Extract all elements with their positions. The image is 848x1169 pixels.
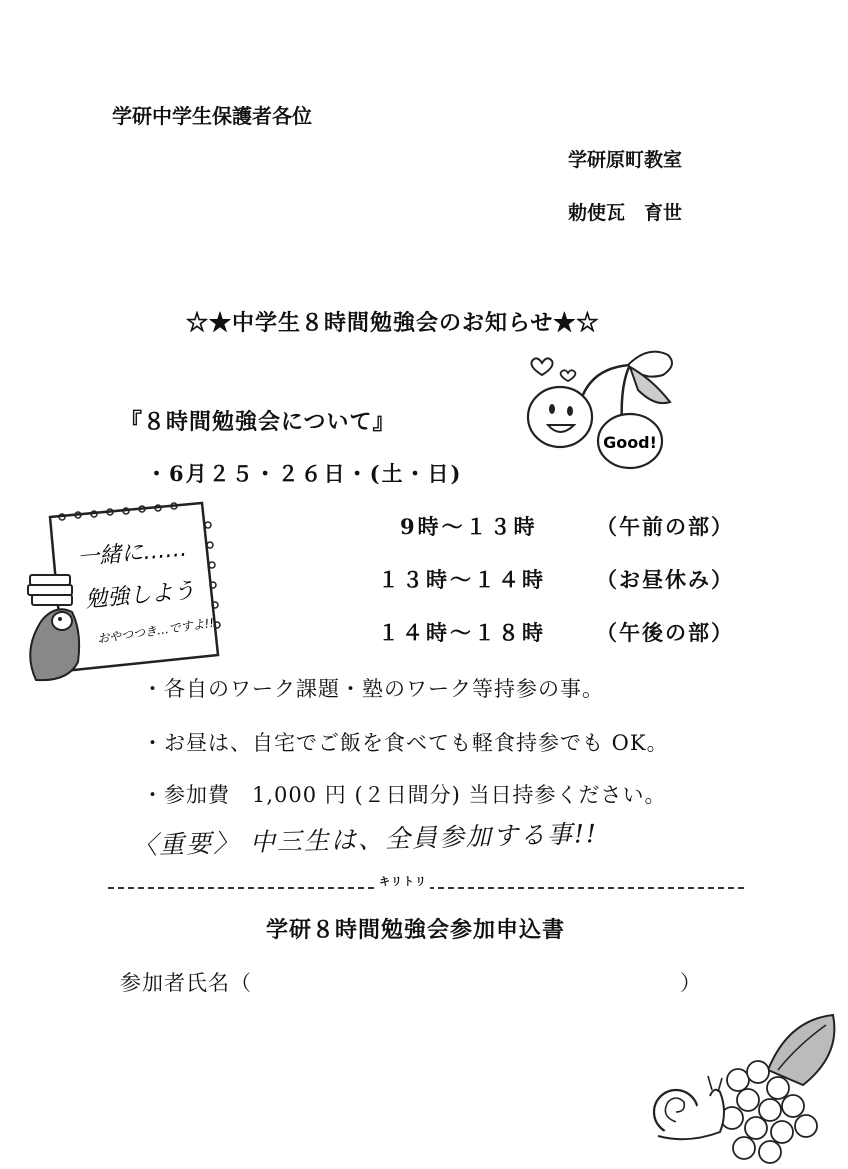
important-note: 〈重要〉 中三生は、全員参加する事!! <box>131 818 599 861</box>
cut-label: キリトリ <box>376 873 430 889</box>
addressee: 学研中学生保護者各位 <box>112 104 312 128</box>
notebook-line: おやつつき…ですよ!! <box>96 615 215 646</box>
organization-name: 学研原町教室 <box>568 149 683 171</box>
schedule-time: １３時～１４時 <box>378 567 546 592</box>
schedule-time: １４時～１８時 <box>378 620 546 645</box>
schedule-part: （午前の部） <box>596 514 734 539</box>
schedule-part: （午後の部） <box>596 620 734 645</box>
event-date: ・6月２５・２６日・(土・日) <box>146 461 463 486</box>
participant-name-label: 参加者氏名（ <box>120 971 252 995</box>
hydrangea-snail-illustration <box>648 1010 838 1165</box>
note-item: ・各自のワーク課題・塾のワーク等持参の事。 <box>142 677 604 701</box>
good-badge-text: Good! <box>603 433 657 452</box>
note-item: ・参加費 1,000 円 (２日間分) 当日持参ください。 <box>142 783 667 807</box>
section-heading: 『８時間勉強会について』 <box>120 409 396 435</box>
notebook-line: 勉強しよう <box>84 578 197 613</box>
cherry-illustration <box>520 345 680 470</box>
notice-title: ☆★中学生８時間勉強会のお知らせ★☆ <box>186 310 600 336</box>
notebook-line: 一緒に…… <box>76 536 189 571</box>
schedule-time: 9時～１３時 <box>400 514 538 539</box>
form-title: 学研８時間勉強会参加申込書 <box>266 917 566 943</box>
note-item: ・お昼は、自宅でご飯を食べても軽食持参でも OK。 <box>142 731 669 755</box>
notebook-illustration <box>22 495 222 685</box>
participant-name-close: ） <box>680 971 701 995</box>
sender-name: 勅使瓦 育世 <box>568 202 683 224</box>
schedule-part: （お昼休み） <box>596 567 734 592</box>
